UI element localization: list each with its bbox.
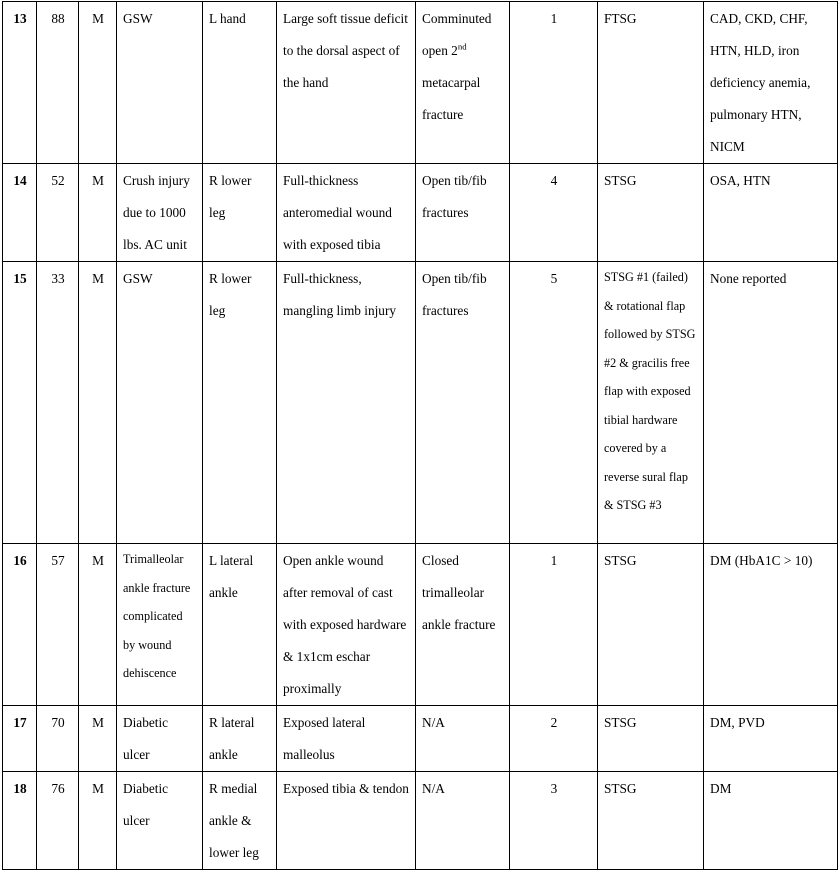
cell-wound-description: Open ankle wound after removal of cast with exposed hardware & 1x1cm eschar proximally (277, 544, 416, 706)
cell-fracture-type: Open tib/fib fractures (416, 262, 510, 544)
cell-number-of-procedures: 5 (510, 262, 598, 544)
cell-case-number: 16 (3, 544, 37, 706)
ordinal-suffix: nd (457, 41, 467, 52)
cell-etiology: Crush injury due to 1000 lbs. AC unit (117, 164, 203, 262)
cell-procedure: STSG (598, 164, 704, 262)
cell-number-of-procedures: 2 (510, 706, 598, 772)
cell-procedure: STSG (598, 706, 704, 772)
cell-wound-location: R lower leg (203, 262, 277, 544)
table-row (3, 772, 838, 870)
fracture-text-lead: Comminuted open 2 (422, 11, 492, 58)
cell-case-number: 13 (3, 2, 37, 164)
cell-etiology: GSW (117, 2, 203, 164)
cell-procedure: STSG (598, 544, 704, 706)
cell-fracture-type: N/A (416, 772, 510, 870)
cell-wound-description: Full-thickness anteromedial wound with exposed tibia (277, 164, 416, 262)
cell-etiology: Diabetic ulcer (117, 706, 203, 772)
cell-age: 57 (37, 544, 79, 706)
cell-sex: M (79, 706, 117, 772)
table-row (3, 164, 838, 262)
cell-etiology: Diabetic ulcer (117, 772, 203, 870)
cell-wound-location: L lateral ankle (203, 544, 277, 706)
fracture-text-tail: metacarpal fracture (422, 75, 481, 122)
cell-wound-description: Exposed lateral malleolus (277, 706, 416, 772)
cell-case-number: 17 (3, 706, 37, 772)
cell-sex: M (79, 2, 117, 164)
cell-age: 88 (37, 2, 79, 164)
table-row (3, 262, 838, 544)
cell-wound-location: L hand (203, 2, 277, 164)
cell-comorbidities: CAD, CKD, CHF, HTN, HLD, iron deficiency anemia, pulmonary HTN, NICM (704, 2, 838, 164)
cell-wound-description: Large soft tissue deficit to the dorsal aspect of the hand (277, 2, 416, 164)
cell-wound-location: R lower leg (203, 164, 277, 262)
cell-wound-description: Full-thickness, mangling limb injury (277, 262, 416, 544)
cell-procedure: FTSG (598, 2, 704, 164)
table-row (3, 706, 838, 772)
clinical-case-table (2, 1, 838, 870)
cell-sex: M (79, 772, 117, 870)
cell-number-of-procedures: 1 (510, 544, 598, 706)
cell-fracture-type (416, 2, 510, 164)
table-row (3, 2, 838, 164)
cell-age: 70 (37, 706, 79, 772)
cell-age: 33 (37, 262, 79, 544)
cell-age: 52 (37, 164, 79, 262)
cell-number-of-procedures: 1 (510, 2, 598, 164)
cell-number-of-procedures: 3 (510, 772, 598, 870)
cell-fracture-type: Closed trimalleolar ankle fracture (416, 544, 510, 706)
cell-wound-location: R medial ankle & lower leg (203, 772, 277, 870)
cell-case-number: 18 (3, 772, 37, 870)
cell-procedure: STSG (598, 772, 704, 870)
cell-age: 76 (37, 772, 79, 870)
cell-comorbidities: DM (HbA1C > 10) (704, 544, 838, 706)
cell-procedure: STSG #1 (failed) & rotational flap followed by STSG #2 & gracilis free flap with exposed tibial hardware covered by a reverse sural flap & STSG #3 (598, 262, 704, 544)
cell-etiology: Trimalleolar ankle fracture complicated by wound dehiscence (117, 544, 203, 706)
cell-sex: M (79, 262, 117, 544)
table-row (3, 544, 838, 706)
cell-comorbidities: DM, PVD (704, 706, 838, 772)
cell-comorbidities: OSA, HTN (704, 164, 838, 262)
cell-wound-location: R lateral ankle (203, 706, 277, 772)
cell-case-number: 14 (3, 164, 37, 262)
cell-case-number: 15 (3, 262, 37, 544)
cell-comorbidities: None reported (704, 262, 838, 544)
cell-sex: M (79, 544, 117, 706)
cell-wound-description: Exposed tibia & tendon (277, 772, 416, 870)
cell-fracture-type: N/A (416, 706, 510, 772)
cell-sex: M (79, 164, 117, 262)
cell-fracture-type: Open tib/fib fractures (416, 164, 510, 262)
cell-etiology: GSW (117, 262, 203, 544)
cell-comorbidities: DM (704, 772, 838, 870)
cell-number-of-procedures: 4 (510, 164, 598, 262)
